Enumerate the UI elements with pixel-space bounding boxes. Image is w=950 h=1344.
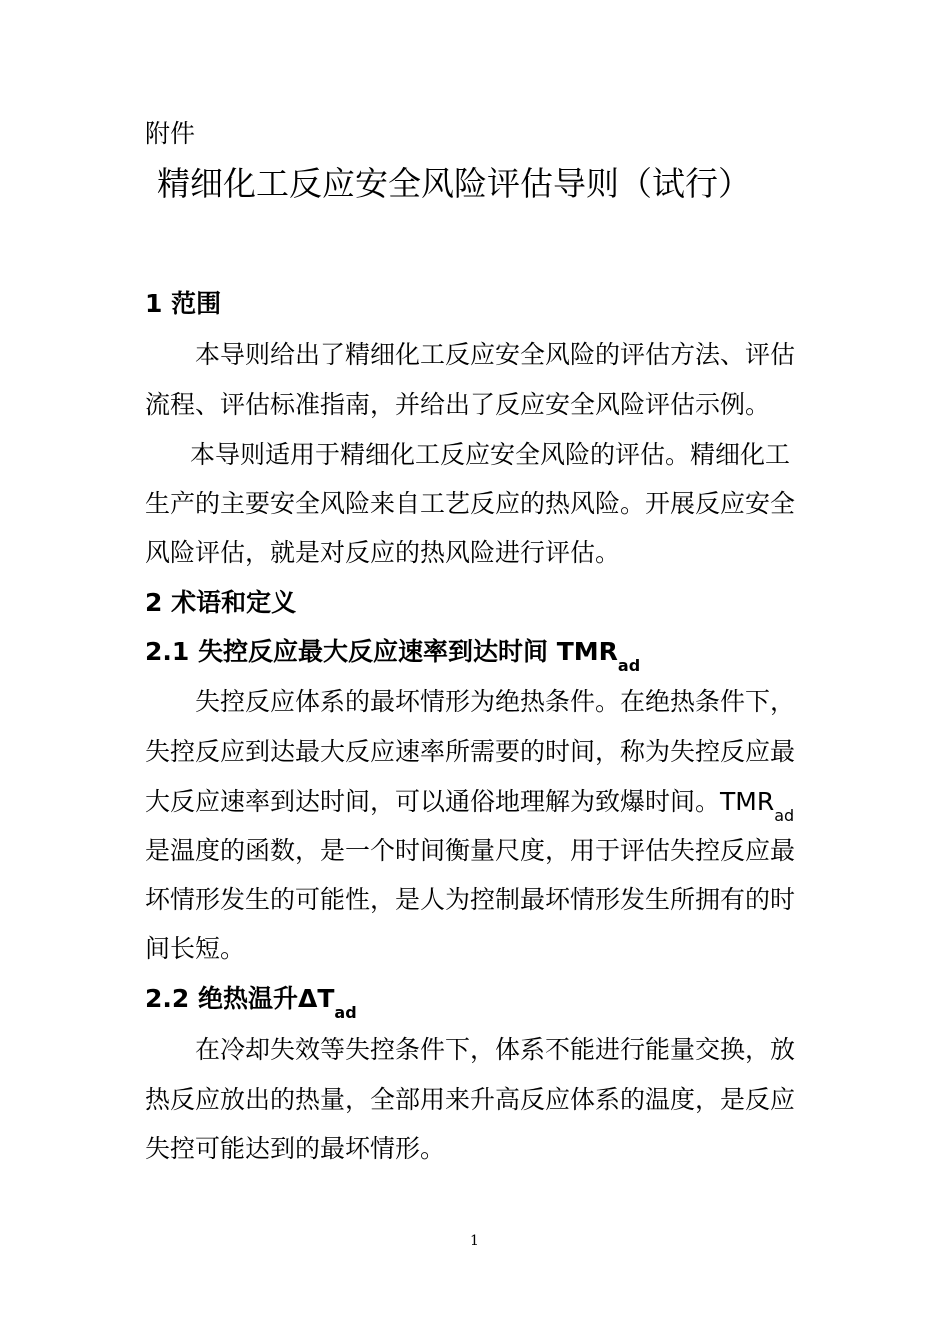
paragraph-line: 热反应放出的热量，全部用来升高反应体系的温度，是反应: [145, 1085, 796, 1114]
section-2-1-heading-text: 2.1 失控反应最大反应速率到达时间 TMR: [145, 637, 618, 666]
paragraph-line: [145, 787, 795, 825]
paragraph-line: 本导则适用于精细化工反应安全风险的评估。精细化工: [190, 440, 791, 469]
paragraph-line: 失控可能达到的最坏情形。: [145, 1134, 446, 1163]
paragraph-line: 本导则给出了精细化工反应安全风险的评估方法、评估: [195, 340, 796, 369]
page-number: 1: [470, 1233, 479, 1249]
paragraph-line: 风险评估，就是对反应的热风险进行评估。: [145, 538, 621, 567]
paragraph-line: 是温度的函数，是一个时间衡量尺度，用于评估失控反应最: [145, 836, 796, 865]
paragraph-line: 坏情形发生的可能性，是人为控制最坏情形发生所拥有的时: [145, 885, 796, 914]
attachment-label: 附件: [145, 119, 196, 148]
paragraph-line: 流程、评估标准指南，并给出了反应安全风险评估示例。: [145, 390, 771, 419]
section-2-heading: 2 术语和定义: [145, 588, 297, 617]
paragraph-line: 失控反应到达最大反应速率所需要的时间，称为失控反应最: [145, 737, 796, 766]
paragraph-line: 间长短。: [145, 934, 246, 963]
section-2-2-heading-text: 2.2 绝热温升ΔT: [145, 984, 335, 1013]
paragraph-line: 在冷却失效等失控条件下，体系不能进行能量交换，放: [195, 1035, 796, 1064]
section-2-1-heading: [145, 637, 641, 675]
subscript: ad: [334, 1003, 357, 1022]
paragraph-line: 生产的主要安全风险来自工艺反应的热风险。开展反应安全: [145, 489, 796, 518]
subscript: ad: [617, 656, 641, 675]
paragraph-text: 大反应速率到达时间，可以通俗地理解为致爆时间。TMR: [145, 787, 775, 816]
subscript: ad: [774, 806, 795, 825]
section-1-heading: 1 范围: [145, 289, 222, 318]
paragraph-line: 失控反应体系的最坏情形为绝热条件。在绝热条件下，: [195, 687, 796, 716]
document-title: 精细化工反应安全风险评估导则（试行）: [157, 164, 751, 203]
section-2-2-heading: [145, 984, 357, 1022]
